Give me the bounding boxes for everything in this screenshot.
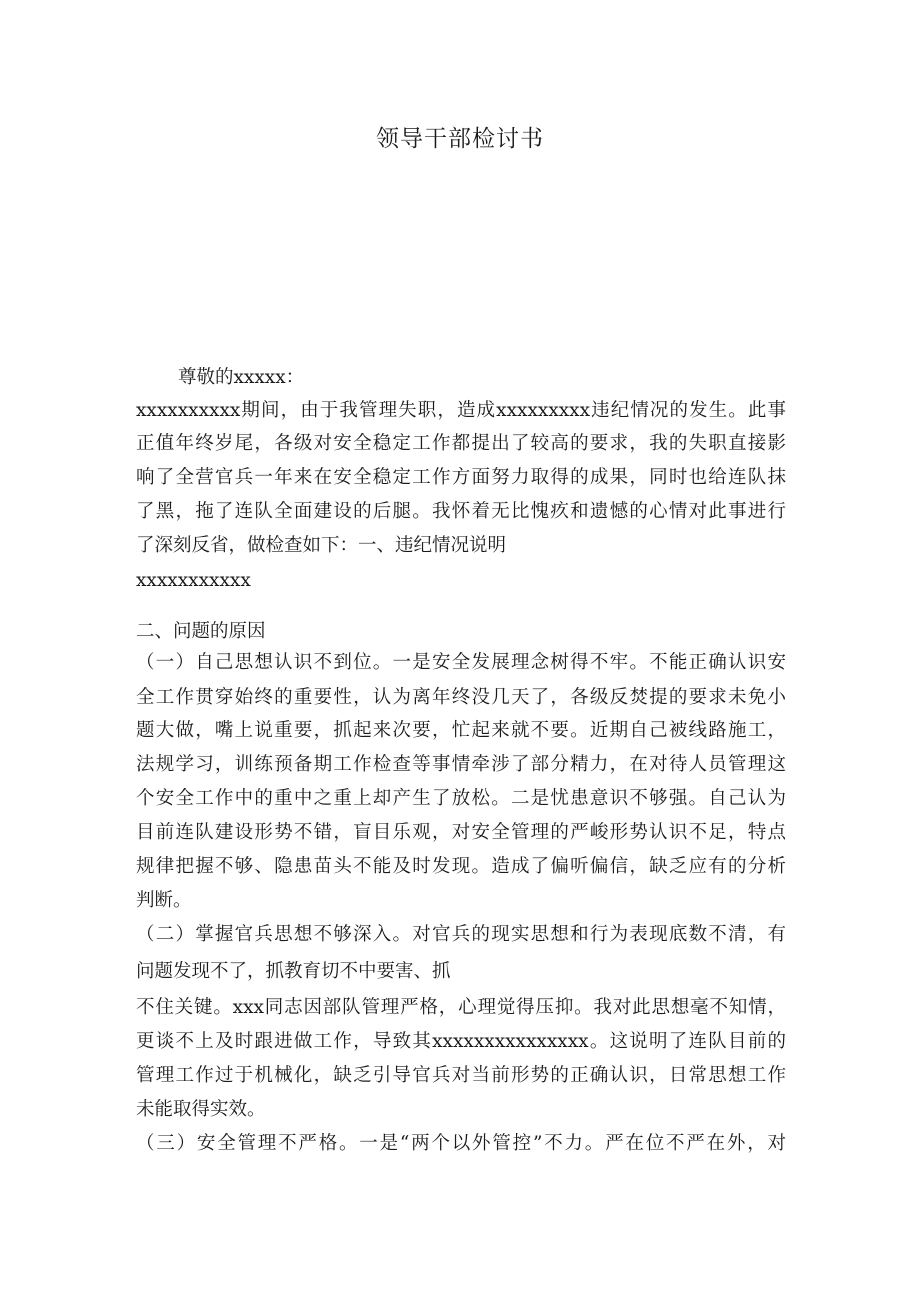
body-line: 未能取得实效。	[136, 1099, 266, 1120]
body-line: 判断。	[136, 890, 192, 911]
body-line: 更谈不上及时跟进做工作，导致其xxxxxxxxxxxxxxx。这说明了连队目前的	[136, 1031, 786, 1052]
body-line: 正值年终岁尾，各级对安全稳定工作都提出了较高的要求，我的失职直接影	[136, 433, 786, 454]
page-title: 领导干部检讨书	[376, 126, 544, 152]
body-line: xxxxxxxxxxx	[136, 570, 251, 591]
section-heading: 二、问题的原因	[136, 621, 266, 642]
body-line: 不住关键。xxx同志因部队管理严格，心理觉得压抑。我对此思想毫不知情，	[136, 997, 786, 1018]
body-line: 题大做，嘴上说重要，抓起来次要，忙起来就不要。近期自己被线路施工，	[136, 720, 786, 741]
body-line: （三）安全管理不严格。一是“两个以外管控”不力。严在位不严在外，对	[136, 1133, 786, 1154]
body-line: 全工作贯穿始终的重要性，认为离年终没几天了，各级反焚提的要求未免小	[136, 687, 786, 708]
body-line: 规律把握不够、隐患苗头不能及时发现。造成了偏听偏信，缺乏应有的分析	[136, 856, 786, 877]
salutation: 尊敬的xxxxx：	[178, 367, 305, 388]
body-line: xxxxxxxxxx期间，由于我管理失职，造成xxxxxxxxx违纪情况的发生。此事	[136, 400, 786, 421]
body-line: 了黑，拖了连队全面建设的后腿。我怀着无比愧疚和遗憾的心情对此事进行	[136, 501, 786, 522]
body-line: 问题发现不了，抓教育切不中要害、抓	[136, 961, 451, 982]
body-line: 个安全工作中的重中之重上却产生了放松。二是忧患意识不够强。自己认为	[136, 788, 786, 809]
body-line: 了深刻反省，做检查如下：一、违纪情况说明	[136, 535, 507, 556]
body-line: 管理工作过于机械化，缺乏引导官兵对当前形势的正确认识，日常思想工作	[136, 1065, 786, 1086]
body-line: 目前连队建设形势不错，盲目乐观，对安全管理的严峻形势认识不足，特点	[136, 822, 786, 843]
body-line: 响了全营官兵一年来在安全稳定工作方面努力取得的成果，同时也给连队抹	[136, 467, 786, 488]
body-line: （一）自己思想认识不到位。一是安全发展理念树得不牢。不能正确认识安	[136, 652, 786, 673]
body-line: 法规学习，训练预备期工作检查等事情牵涉了部分精力，在对待人员管理这	[136, 754, 786, 775]
body-line: （二）掌握官兵思想不够深入。对官兵的现实思想和行为表现底数不清，有	[136, 924, 786, 945]
